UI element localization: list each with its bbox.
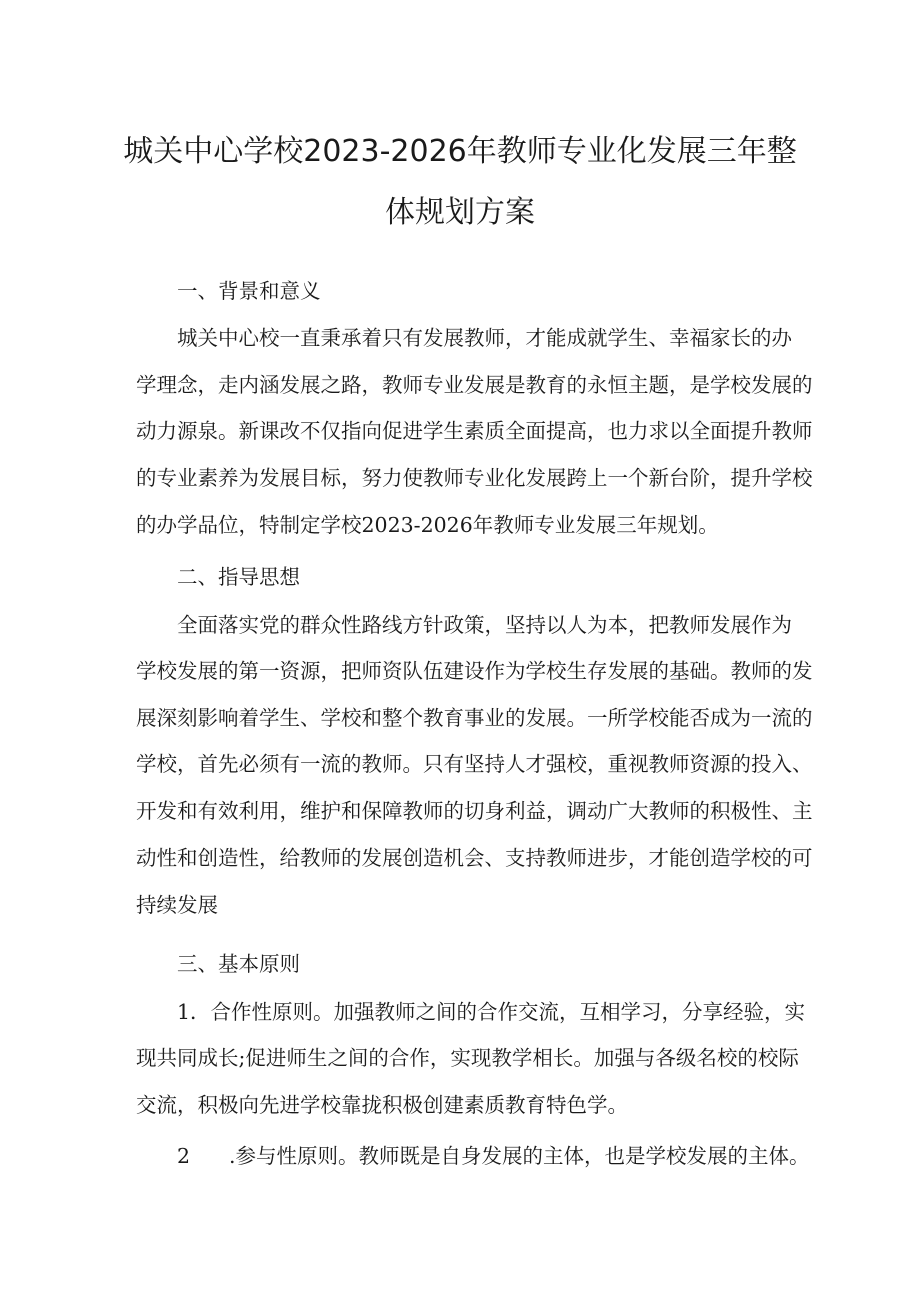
paragraph-line: 展深刻影响着学生、学校和整个教育事业的发展。一所学校能否成为一流的 — [136, 706, 813, 730]
list-item-line: 1．合作性原则。加强教师之间的合作交流，互相学习，分享经验，实 — [177, 1000, 806, 1024]
paragraph-line: 开发和有效利用，维护和保障教师的切身利益，调动广大教师的积极性、主 — [136, 799, 813, 823]
paragraph-line: 学理念，走内涵发展之路，教师专业发展是教育的永恒主题，是学校发展的 — [136, 373, 813, 397]
list-item-number: 2 — [177, 1144, 191, 1168]
paragraph-line: 动力源泉。新课改不仅指向促进学生素质全面提高，也力求以全面提升教师 — [136, 419, 813, 443]
paragraph-line: 城关中心校一直秉承着只有发展教师，才能成就学生、幸福家长的办 — [177, 326, 792, 350]
list-item-line: .参与性原则。教师既是自身发展的主体，也是学校发展的主体。 — [229, 1144, 810, 1168]
paragraph-line: 动性和创造性，给教师的发展创造机会、支持教师进步，才能创造学校的可 — [136, 846, 813, 870]
paragraph-line: 全面落实党的群众性路线方针政策，坚持以人为本，把教师发展作为 — [177, 613, 792, 637]
paragraph-line: 的专业素养为发展目标，努力使教师专业化发展跨上一个新台阶，提升学校 — [136, 466, 813, 490]
document-title-line-2: 体规划方案 — [385, 195, 535, 230]
section-heading-basic-principles: 三、基本原则 — [177, 952, 300, 976]
list-item-line: 现共同成长;促进师生之间的合作，实现教学相长。加强与各级名校的校际 — [136, 1046, 799, 1070]
paragraph-line: 持续发展 — [136, 893, 218, 917]
list-item-line: 交流，积极向先进学校靠拢积极创建素质教育特色学。 — [136, 1093, 628, 1117]
section-heading-background: 一、背景和意义 — [177, 279, 321, 303]
document-title-line-1: 城关中心学校2023-2026年教师专业化发展三年整 — [123, 134, 797, 169]
paragraph-line: 学校发展的第一资源，把师资队伍建设作为学校生存发展的基础。教师的发 — [136, 659, 813, 683]
section-heading-guiding-ideology: 二、指导思想 — [177, 565, 300, 589]
paragraph-line: 的办学品位，特制定学校2023-2026年教师专业发展三年规划。 — [136, 513, 719, 537]
paragraph-line: 学校，首先必须有一流的教师。只有坚持人才强校，重视教师资源的投入、 — [136, 752, 813, 776]
